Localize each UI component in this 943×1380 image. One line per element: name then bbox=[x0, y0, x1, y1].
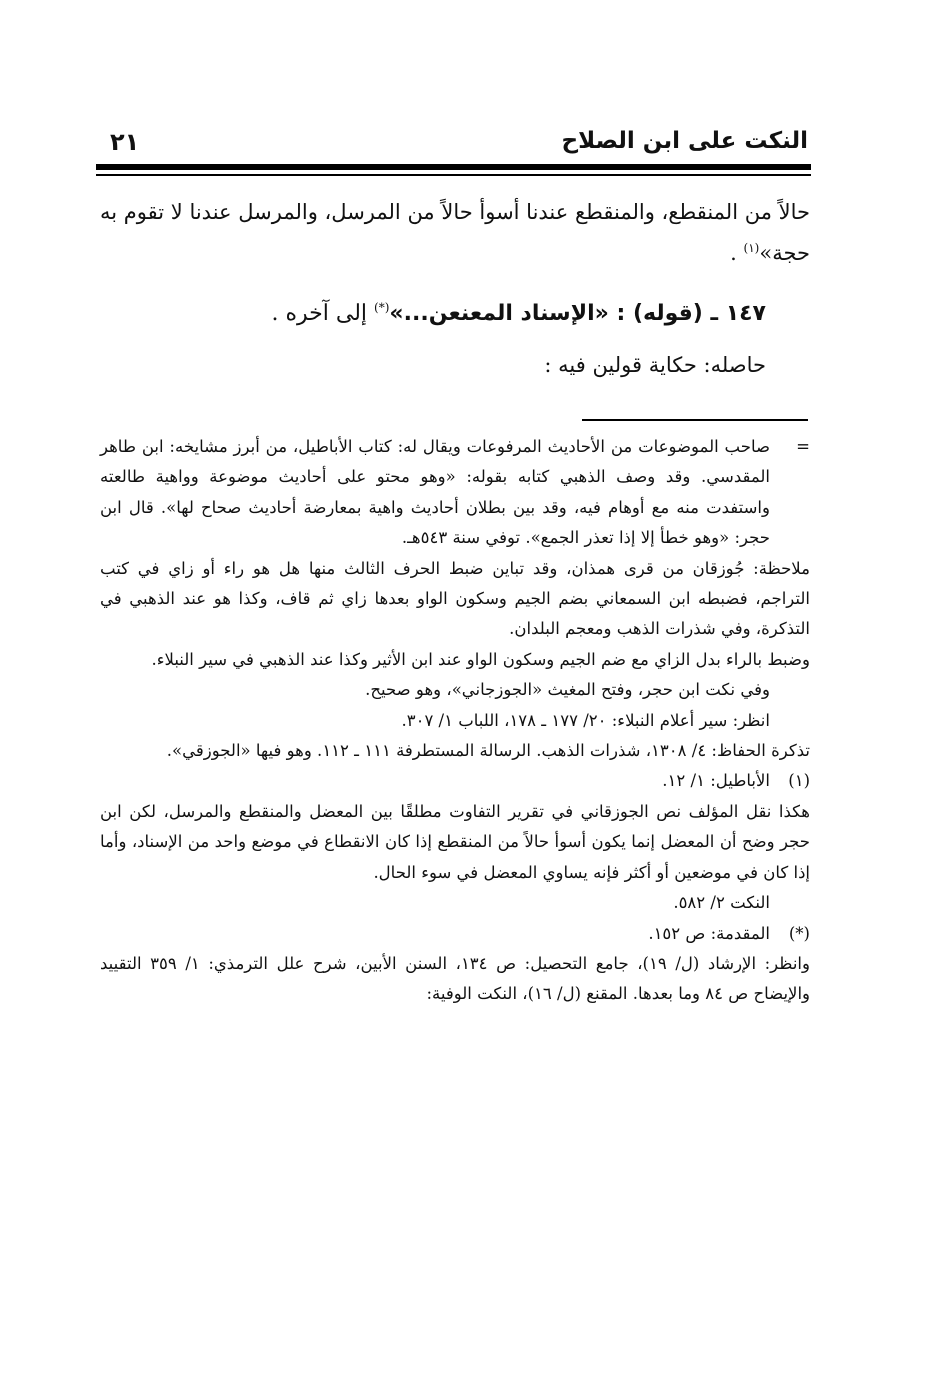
entry-rest: إلى آخره . bbox=[271, 301, 375, 326]
footnote-ref-1: (١) bbox=[743, 241, 760, 255]
footnote-star-ref: المقدمة: ص ١٥٢. bbox=[648, 923, 770, 943]
continuation-mark: = bbox=[796, 437, 810, 456]
summary-line: حاصله: حكاية قولين فيه : bbox=[544, 353, 766, 377]
footnote-star-mark: (*) bbox=[788, 923, 810, 943]
footnote-1-ref: الأباطيل: ١/ ١٢. bbox=[662, 771, 770, 791]
footnotes bbox=[100, 432, 810, 1010]
footnote-1 bbox=[100, 766, 810, 796]
continuation-text: حالاً من المنقطع، والمنقطع عندنا أسوأ حالاً من المرسل، والمرسل عندنا لا تقوم به حجة» bbox=[100, 200, 810, 265]
footnote-line: تذكرة الحفاظ: ٤/ ١٣٠٨، شذرات الذهب. الرسالة المستطرفة ١١١ ـ ١١٢. وهو فيها «الجوزقي». bbox=[166, 741, 810, 761]
footnote-line: انظر: سير أعلام النبلاء: ٢٠/ ١٧٧ ـ ١٧٨، اللباب ١/ ٣٠٧. bbox=[401, 710, 770, 730]
footnote-star-text: وانظر: الإرشاد (ل/ ١٩)، جامع التحصيل: ص ١٣٤، السنن الأبين، شرح علل الترمذي: ١/ ٣٥٩ التقييد والإيضاح ص ٨٤ وما بعدها. المقنع (ل/ ١٦)، النكت الوفية: bbox=[100, 953, 810, 1004]
footnote-star bbox=[100, 919, 810, 949]
footnote-line: وفي نكت ابن حجر، وفتح المغيث «الجوزجاني»، وهو صحيح. bbox=[365, 680, 770, 700]
footnote-line: ملاحظة: جُوزقان من قرى همذان، وقد تباين ضبط الحرف الثالث منها هل هو راء أو زاي في كتب التراجم، فضبطه ابن السمعاني بضم الجيم وسكون الواو بعدها زاي ثم قاف، وكذا هو عند الذهبي في التذكرة، وفي شذرات الذهب ومعجم البلدان. bbox=[100, 558, 810, 639]
main-text bbox=[100, 192, 810, 388]
continuation-end: . bbox=[730, 241, 744, 265]
header-rule-thick bbox=[96, 164, 811, 170]
running-head: النكت على ابن الصلاح bbox=[561, 128, 808, 154]
page-header bbox=[100, 128, 808, 158]
entry-147 bbox=[100, 292, 810, 336]
page-number: ٢١ bbox=[110, 128, 140, 156]
entry-label: ١٤٧ ـ (قوله) : «الإسناد المعنعن...» bbox=[389, 301, 766, 326]
footnote-line: وضبط بالراء بدل الزاي مع ضم الجيم وسكون الواو عند ابن الأثير وكذا عند الذهبي في سير النبلاء. bbox=[151, 649, 810, 669]
footnote-1-mark: (١) bbox=[788, 771, 810, 791]
header-rule-thin bbox=[96, 174, 811, 176]
footnote-1-text: هكذا نقل المؤلف نص الجوزقاني في تقرير التفاوت مطلقًا بين المعضل والمنقطع والمرسل، لكن ابن حجر وضح أن المعضل إنما يكون أسوأ حالاً من المنقطع إذا كان الانقطاع في موضع واحد من الإسناد، وأما إذا كان في موضعين أو أكثر فإنه يساوي المعضل في سوء الحال. bbox=[100, 801, 810, 882]
continuation-paragraph bbox=[100, 192, 810, 274]
footnote-separator bbox=[582, 419, 808, 421]
footnote-line: صاحب الموضوعات من الأحاديث المرفوعات ويقال له: كتاب الأباطيل، من أبرز مشايخه: ابن طاهر المقدسي. وقد وصف الذهبي كتابه بقوله: «وهو محتو على أحاديث موضوعة وواهية طالعته واستفدت منه مع أوهام فيه، وقد بين بطلان أحاديث واهية بمعارضة أحاديث صحاح لها». قال ابن حجر: «وهو خطأ إلا إذا تعذر الجمع». توفي سنة ٥٤٣هـ. bbox=[100, 437, 770, 548]
footnote-ref-star: (*) bbox=[374, 300, 390, 315]
footnote-continued bbox=[100, 432, 810, 554]
footnote-1-source: النكت ٢/ ٥٨٢. bbox=[673, 893, 770, 913]
